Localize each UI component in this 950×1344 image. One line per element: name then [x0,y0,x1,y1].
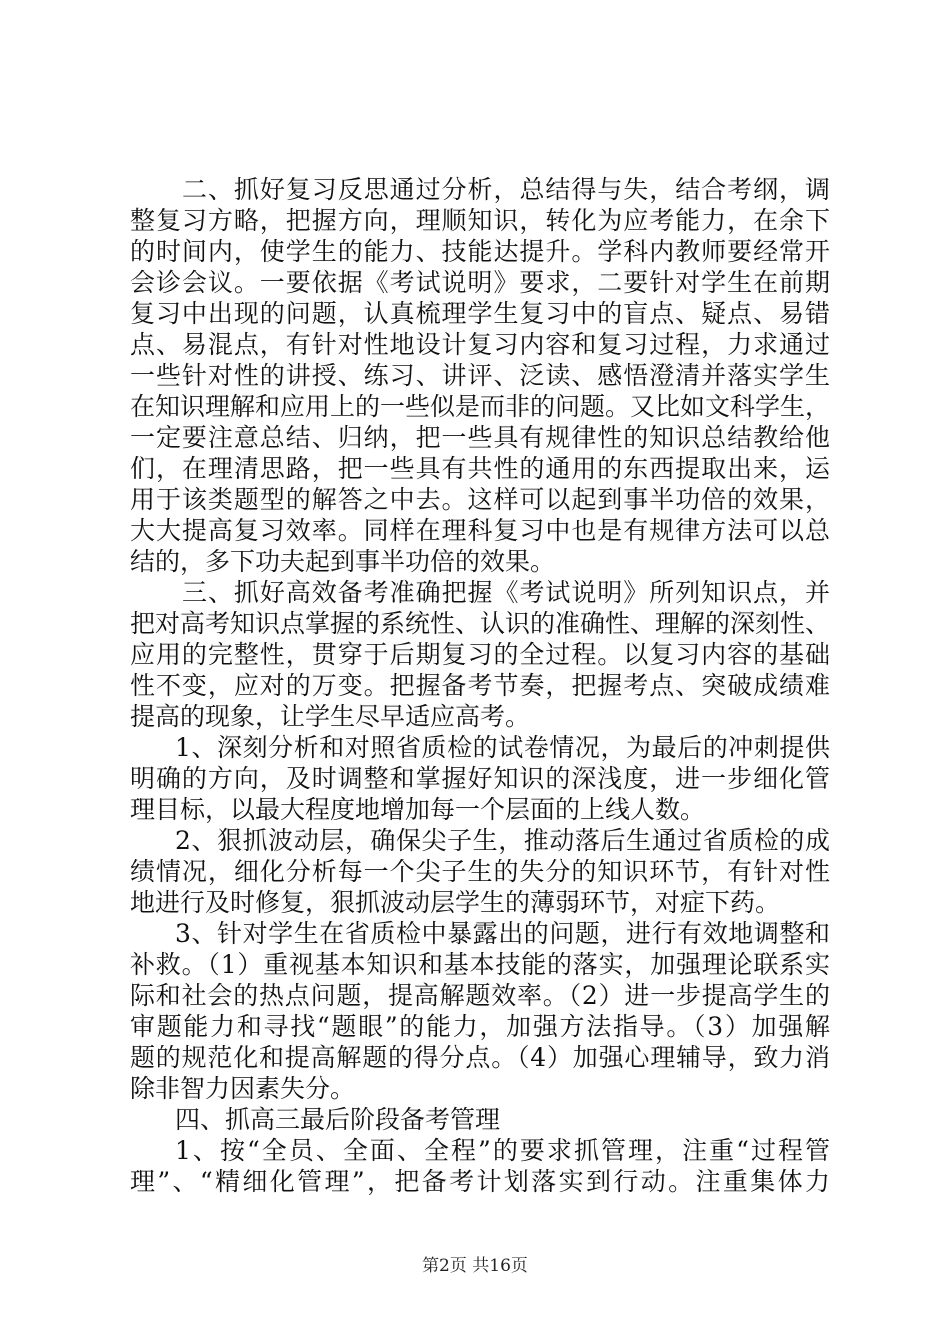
text-line: 3、针对学生在省质检中暴露出的问题，进行有效地调整和 [175,919,830,948]
text-line: 2、狠抓波动层，确保尖子生，推动落后生通过省质检的成 [175,826,830,855]
text-line: 审题能力和寻找“题眼”的能力，加强方法指导。（3）加强解 [130,1012,830,1041]
text-line: 用于该类题型的解答之中去。这样可以起到事半功倍的效果， [130,485,830,514]
text-line: 大大提高复习效率。同样在理科复习中也是有规律方法可以总 [130,516,830,545]
text-line: 1、深刻分析和对照省质检的试卷情况，为最后的冲刺提供 [175,733,830,762]
text-line: 的时间内，使学生的能力、技能达提升。学科内教师要经常开 [130,237,830,266]
text-line: 们，在理清思路，把一些具有共性的通用的东西提取出来，运 [130,454,830,483]
text-line: 地进行及时修复，狠抓波动层学生的薄弱环节，对症下药。 [130,888,781,917]
text-line: 四、抓高三最后阶段备考管理 [175,1105,501,1134]
text-line: 应用的完整性，贯穿于后期复习的全过程。以复习内容的基础 [130,640,830,669]
text-line: 明确的方向，及时调整和掌握好知识的深浅度，进一步细化管 [130,764,830,793]
text-line: 理目标，以最大程度地增加每一个层面的上线人数。 [130,795,706,824]
text-line: 提高的现象，让学生尽早适应高考。 [130,702,531,731]
text-line: 二、抓好复习反思通过分析，总结得与失，结合考纲，调 [182,175,830,204]
text-line: 整复习方略，把握方向，理顺知识，转化为应考能力，在余下 [130,206,830,235]
text-line: 1、按“全员、全面、全程”的要求抓管理，注重“过程管 [175,1136,831,1165]
text-line: 理”、“精细化管理”，把备考计划落实到行动。注重集体力 [130,1167,830,1196]
document-body [130,174,830,1197]
text-line: 把对高考知识点掌握的系统性、认识的准确性、理解的深刻性、 [130,609,831,638]
text-line: 绩情况，细化分析每一个尖子生的失分的知识环节，有针对性 [130,857,830,886]
text-line: 会诊会议。一要依据《考试说明》要求，二要针对学生在前期 [130,268,830,297]
text-line: 性不变，应对的万变。把握备考节奏，把握考点、突破成绩难 [130,671,830,700]
text-line: 结的，多下功夫起到事半功倍的效果。 [130,547,556,576]
text-line: 复习中出现的问题，认真梳理学生复习中的盲点、疑点、易错 [130,299,830,328]
text-line: 际和社会的热点问题，提高解题效率。（2）进一步提高学生的 [130,981,830,1010]
text-line: 补救。（1）重视基本知识和基本技能的落实，加强理论联系实 [130,950,830,979]
text-line: 在知识理解和应用上的一些似是而非的问题。又比如文科学生， [130,392,831,421]
text-line: 除非智力因素失分。 [130,1074,356,1103]
text-line: 三、抓好高效备考准确把握《考试说明》所列知识点，并 [182,578,830,607]
text-line: 一些针对性的讲授、练习、讲评、泛读、感悟澄清并落实学生 [130,361,830,390]
text-line: 一定要注意总结、归纳，把一些具有规律性的知识总结教给他 [130,423,830,452]
text-line: 点、易混点，有针对性地设计复习内容和复习过程，力求通过 [130,330,830,359]
page-footer: 第2页 共16页 [422,1256,528,1276]
text-line: 题的规范化和提高解题的得分点。（4）加强心理辅导，致力消 [130,1043,830,1072]
